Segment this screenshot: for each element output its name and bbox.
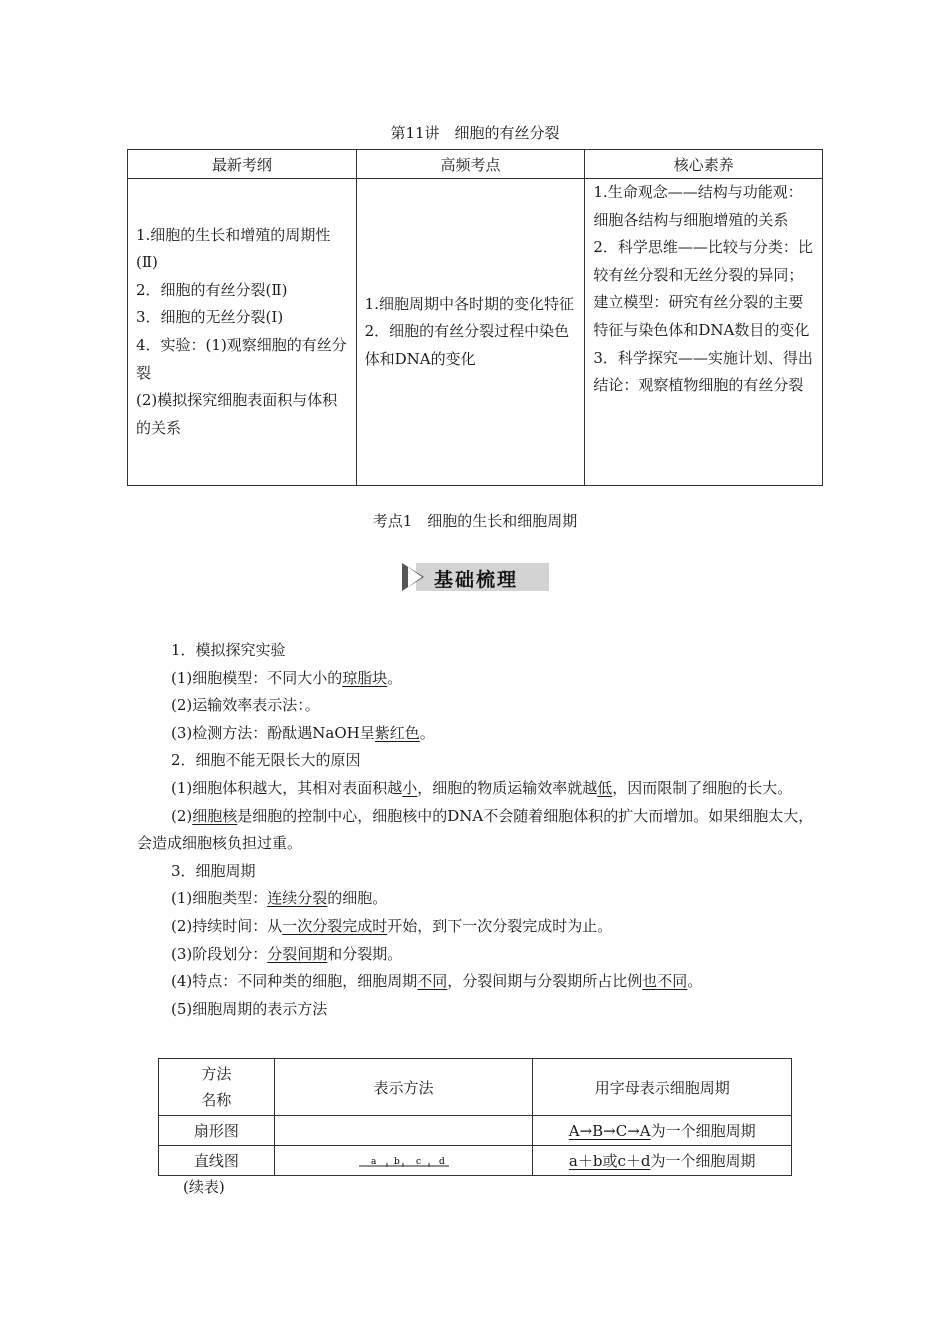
literacy-item: 2．科学思维——比较与分类：比较有丝分裂和无丝分裂的异同；建立模型：研究有丝分裂的主要特征与染色体和DNA数目的变化 [593, 238, 813, 339]
key-point-item: 2．细胞的有丝分裂过程中染色体和DNA的变化 [364, 322, 570, 368]
header-key-points: 高频考点 [356, 150, 585, 179]
core-literacy-cell [585, 179, 823, 486]
literacy-item: 3．科学探究——实施计划、得出结论：观察植物细胞的有丝分裂 [593, 348, 813, 395]
header-letter-notation: 用字母表示细胞周期 [533, 1059, 792, 1116]
content-body [137, 637, 817, 1023]
answer-blank: 不同 [417, 972, 448, 991]
header-core-literacy: 核心素养 [585, 150, 823, 179]
row-pie-diagram [274, 1116, 533, 1146]
row-name-line: 直线图 [159, 1146, 275, 1176]
key-points-cell [356, 179, 585, 486]
paragraph: (4)特点：不同种类的细胞，细胞周期不同，分裂间期与分裂期所占比例也不同。 [171, 972, 703, 991]
answer-blank: 细胞核 [192, 806, 238, 825]
syllabus-table [127, 149, 823, 486]
banner-label: 基础梳理 [434, 569, 519, 591]
syllabus-item: 4．实验：(1)观察细胞的有丝分裂 [136, 336, 347, 382]
syllabus-cell [128, 179, 357, 486]
paragraph: (1)细胞类型：连续分裂的细胞。 [171, 889, 388, 908]
answer-blank: 一次分裂完成时 [282, 916, 388, 935]
answer-blank: 也不同 [642, 972, 688, 991]
paragraph: (5)细胞周期的表示方法 [171, 999, 328, 1018]
basics-banner [402, 563, 549, 591]
paragraph: (2)持续时间：从一次分裂完成时开始，到下一次分裂完成时为止。 [171, 916, 613, 935]
paragraph: (1)细胞体积越大，其相对表面积越小，细胞的物质运输效率就越低，因而限制了细胞的长大。 [171, 778, 793, 797]
row-line-diagram [274, 1146, 533, 1176]
key-point-item: 1.细胞周期中各时期的变化特征 [364, 294, 574, 313]
section-subtitle: 考点1 细胞的生长和细胞周期 [372, 512, 578, 530]
header-method-name: 方法 名称 [159, 1059, 275, 1116]
literacy-item: 1.生命观念——结构与功能观：细胞各结构与细胞增殖的关系 [593, 183, 803, 229]
continued-note: (续表) [183, 1178, 225, 1196]
answer-blank: 连续分裂 [267, 889, 328, 908]
row-pie-notation: A→B→C→A为一个细胞周期 [533, 1116, 792, 1146]
segment-label: c [415, 1156, 421, 1167]
syllabus-item: 3．细胞的无丝分裂(Ⅰ) [136, 308, 284, 327]
heading-3: 3．细胞周期 [171, 861, 256, 880]
cycle-line-diagram [357, 1155, 451, 1169]
lecture-title: 第11讲 细胞的有丝分裂 [390, 124, 560, 142]
answer-blank: 分裂间期 [267, 944, 328, 963]
header-latest-syllabus: 最新考纲 [128, 150, 357, 179]
heading-1: 1．模拟探究实验 [171, 641, 286, 659]
syllabus-item: 2．细胞的有丝分裂(Ⅱ) [136, 280, 288, 299]
paragraph: (2)运输效率表示法：。 [171, 696, 320, 715]
segment-label: b [393, 1156, 400, 1167]
answer-blank: 低 [597, 778, 613, 797]
paragraph: (1)细胞模型：不同大小的琼脂块。 [171, 668, 403, 687]
paragraph: (3)阶段划分：分裂间期和分裂期。 [171, 944, 403, 963]
row-line-notation: a＋b或c＋d为一个细胞周期 [533, 1146, 792, 1176]
header-representation: 表示方法 [274, 1059, 533, 1116]
cycle-methods-table [158, 1058, 792, 1176]
segment-label: d [438, 1156, 445, 1167]
row-name-pie: 扇形图 [159, 1116, 275, 1146]
paragraph: (3)检测方法：酚酞遇NaOH呈紫红色。 [171, 723, 435, 742]
segment-label: a [370, 1156, 376, 1167]
answer-blank: 琼脂块 [342, 668, 388, 687]
answer-blank: 紫红色 [374, 723, 420, 742]
answer-blank: 小 [402, 778, 418, 797]
syllabus-item: (2)模拟探究细胞表面积与体积的关系 [136, 391, 338, 437]
paragraph: (2)细胞核是细胞的控制中心，细胞核中的DNA不会随着细胞体积的扩大而增加。如果细胞太大，会造成细胞核负担过重。 [137, 806, 814, 853]
syllabus-item: 1.细胞的生长和增殖的周期性(Ⅱ) [136, 225, 331, 272]
heading-2: 2．细胞不能无限长大的原因 [171, 751, 361, 770]
